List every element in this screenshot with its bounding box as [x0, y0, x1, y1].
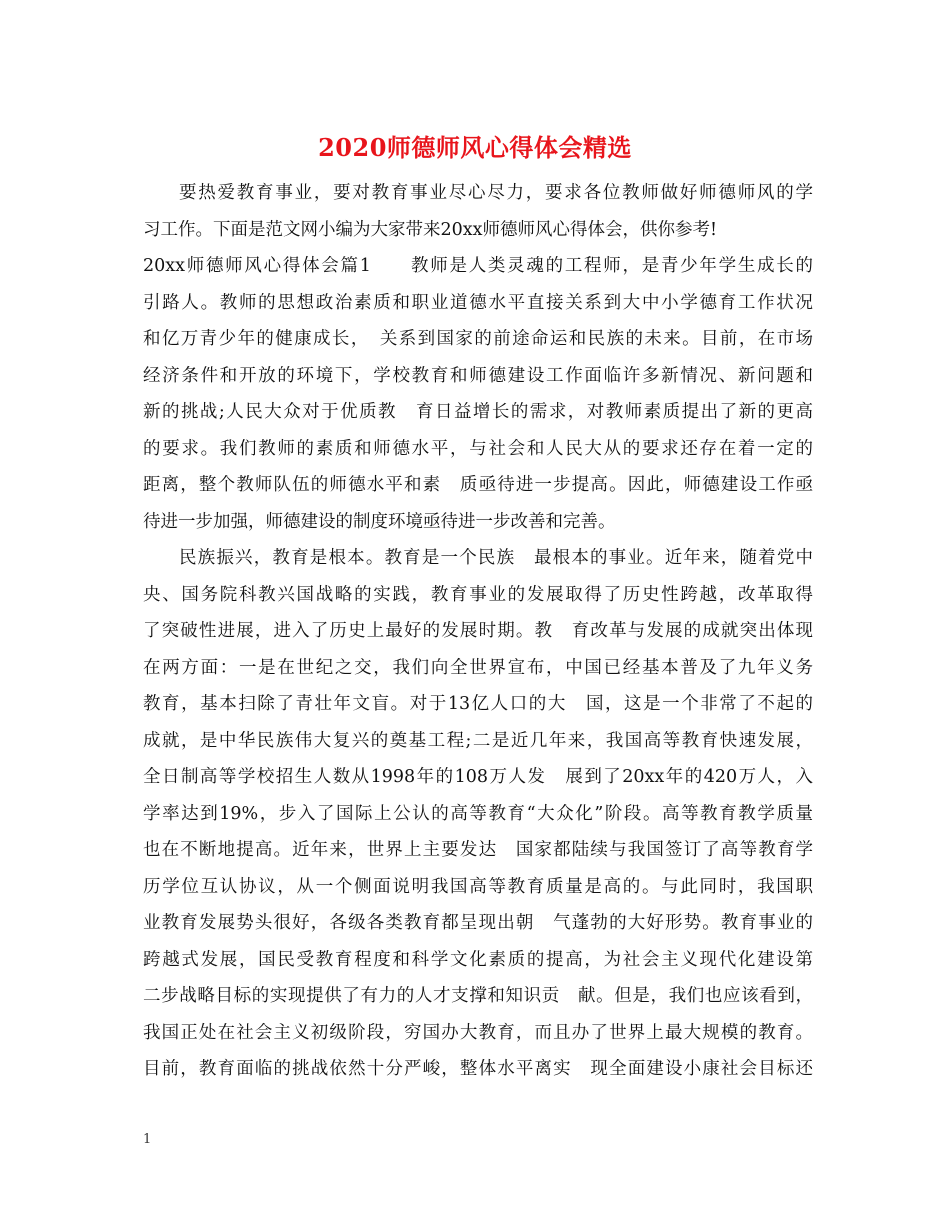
body-line: 我国正处在社会主义初级阶段，穷国办大教育，而且办了世界上最大规模的教育。 [143, 1022, 813, 1043]
body-line: 民族振兴，教育是根本。教育是一个民族 最根本的事业。近年来，随着党中 [179, 548, 813, 568]
body-line: 目前，教育面临的挑战依然十分严峻，整体水平离实 现全面建设小康社会目标还 [143, 1059, 813, 1079]
body-line: 20xx师德师风心得体会篇1 教师是人类灵魂的工程师，是青少年学生成长的 [143, 256, 813, 276]
body-line: 全日制高等学校招生人数从1998年的108万人发 展到了20xx年的420万人，入 [143, 767, 813, 787]
body-line: 二步战略目标的实现提供了有力的人才支撑和知识贡 献。但是，我们也应该看到， [143, 986, 813, 1006]
body-line: 新的挑战;人民大众对于优质教 育日益增长的需求，对教师素质提出了新的更高 [143, 402, 813, 422]
body-line: 待进一步加强，师德建设的制度环境亟待进一步改善和完善。 [143, 511, 616, 532]
body-line: 教育，基本扫除了青壮年文盲。对于13亿人口的大 国，这是一个非常了不起的 [143, 694, 813, 714]
body-line: 业教育发展势头很好，各级各类教育都呈现出朝 气蓬勃的大好形势。教育事业的 [143, 913, 813, 933]
body-line: 了突破性进展，进入了历史上最好的发展时期。教 育改革与发展的成就突出体现 [143, 621, 813, 641]
body-line: 跨越式发展，国民受教育程度和科学文化素质的提高，为社会主义现代化建设第 [143, 949, 813, 970]
body-line: 引路人。教师的思想政治素质和职业道德水平直接关系到大中小学德育工作状况 [143, 292, 813, 313]
body-line: 历学位互认协议，从一个侧面说明我国高等教育质量是高的。与此同时，我国职 [143, 876, 813, 897]
body-line: 成就，是中华民族伟大复兴的奠基工程;二是近几年来，我国高等教育快速发展， [143, 730, 813, 751]
body-line: 距离，整个教师队伍的师德水平和素 质亟待进一步提高。因此，师德建设工作亟 [143, 475, 813, 495]
page-number: 1 [143, 1132, 152, 1147]
document-body [143, 175, 813, 1088]
body-line: 经济条件和开放的环境下，学校教育和师德建设工作面临许多新情况、新问题和 [143, 365, 813, 386]
body-line: 的要求。我们教师的素质和师德水平，与社会和人民大从的要求还存在着一定的 [143, 438, 813, 459]
body-line: 也在不断地提高。近年来，世界上主要发达 国家都陆续与我国签订了高等教育学 [143, 840, 813, 860]
body-line: 央、国务院科教兴国战略的实践，教育事业的发展取得了历史性跨越，改革取得 [143, 584, 813, 605]
body-line: 学率达到19%，步入了国际上公认的高等教育“大众化”阶段。高等教育教学质量 [143, 803, 813, 824]
body-line: 和亿万青少年的健康成长， 关系到国家的前途命运和民族的未来。目前，在市场 [143, 329, 813, 349]
body-line: 在两方面：一是在世纪之交，我们向全世界宣布，中国已经基本普及了九年义务 [143, 657, 813, 678]
document-title: 2020师德师风心得体会精选 [318, 133, 632, 162]
body-line: 要热爱教育事业，要对教育事业尽心尽力，要求各位教师做好师德师风的学 [179, 183, 813, 203]
body-line: 习工作。下面是范文网小编为大家带来20xx师德师风心得体会，供你参考! [143, 219, 718, 240]
